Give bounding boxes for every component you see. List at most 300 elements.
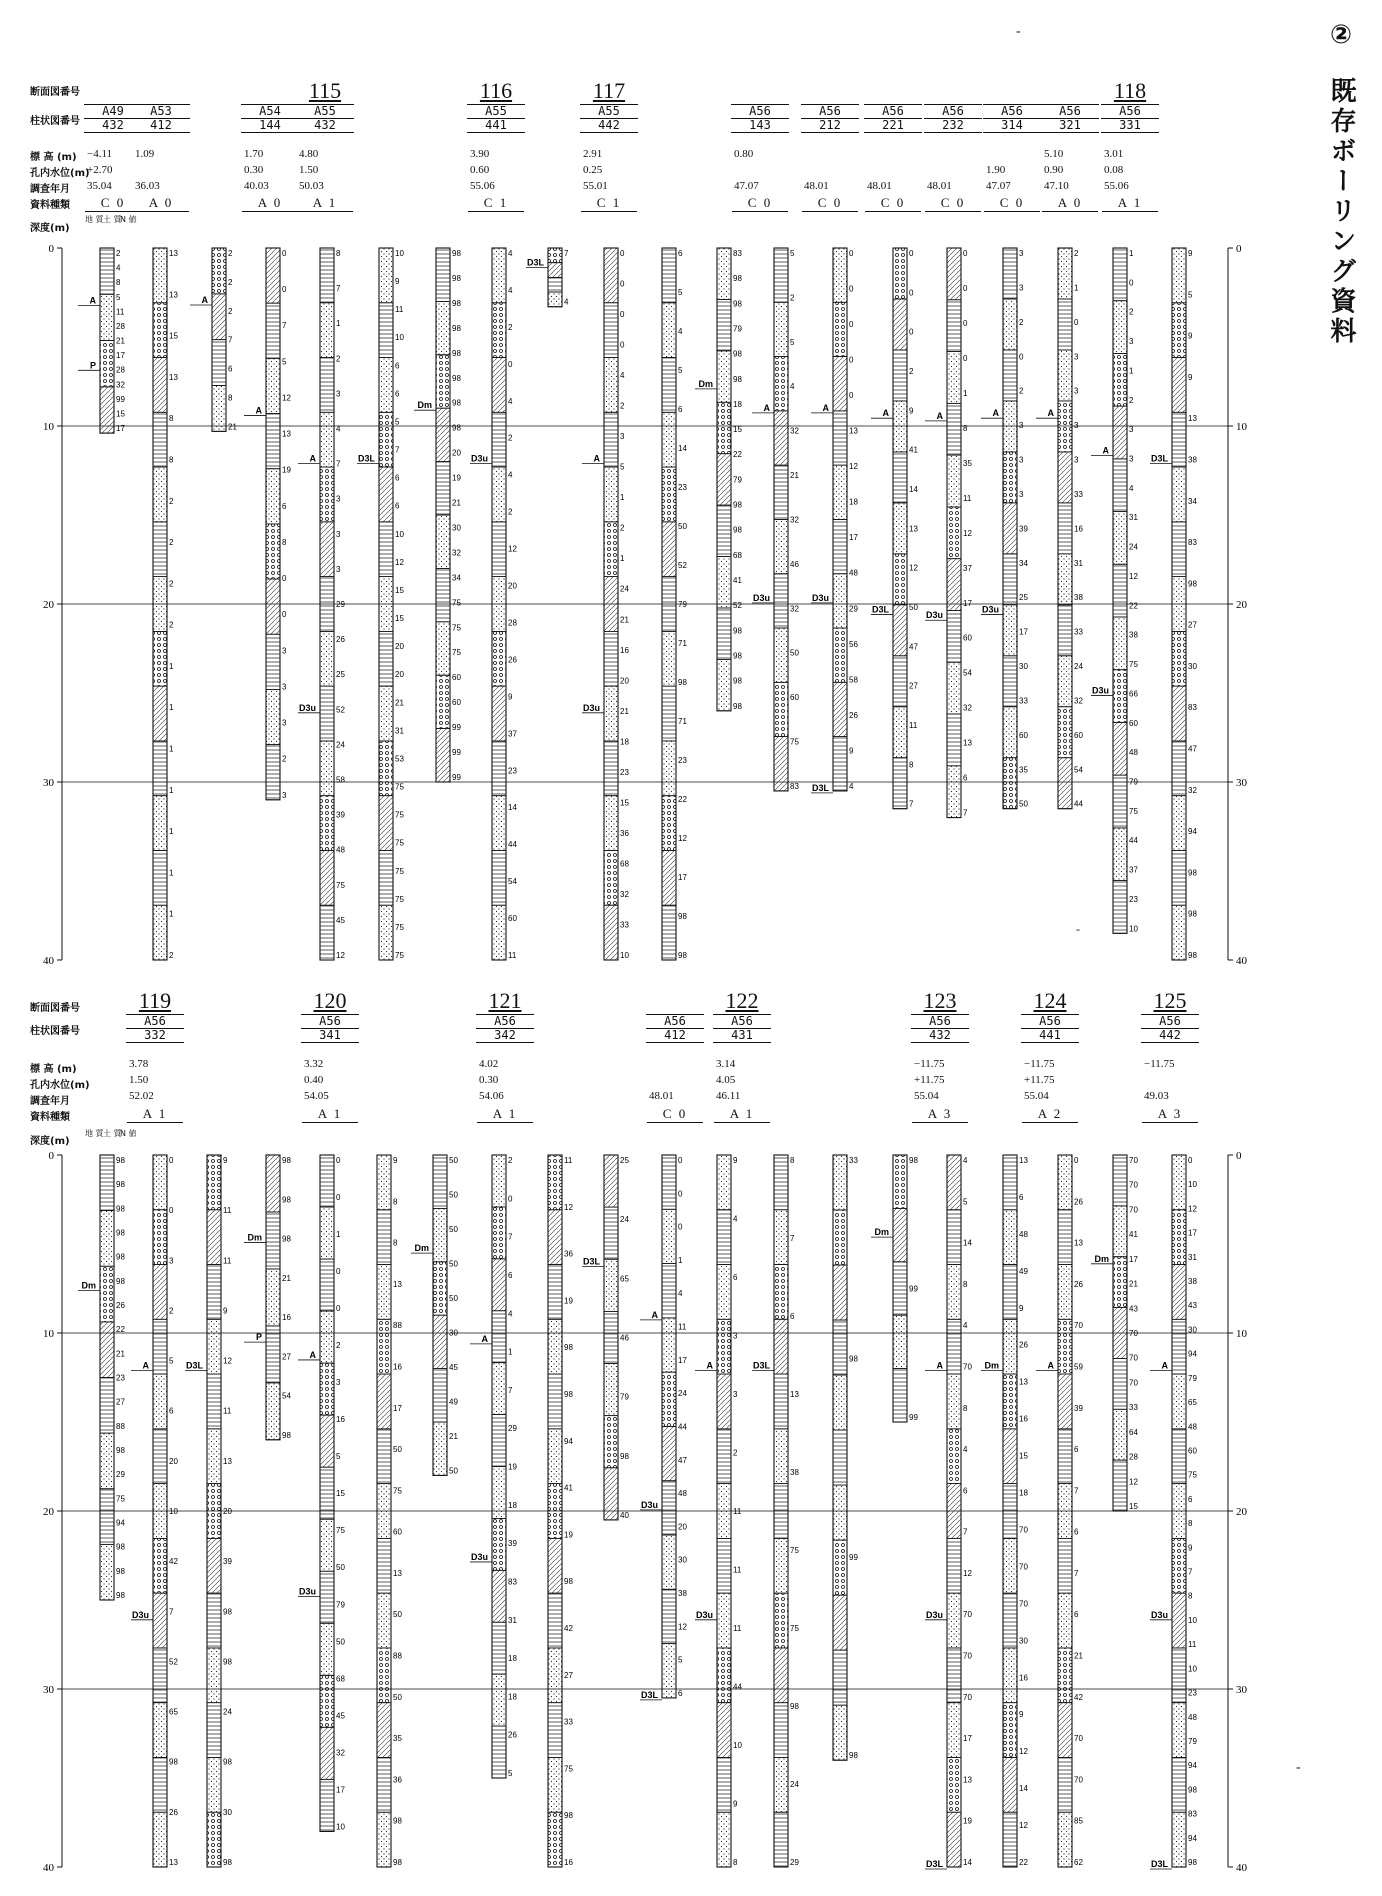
n-value-label: 3 xyxy=(282,790,287,800)
soil-layer xyxy=(1058,452,1072,503)
n-value-label: 12 xyxy=(678,834,687,843)
boring-water: 0.30 xyxy=(479,1074,499,1086)
n-value-label: 10 xyxy=(169,1507,178,1516)
boring-water: 4.05 xyxy=(716,1074,736,1086)
geologic-unit-marker: A xyxy=(1102,445,1109,456)
n-value-label: 54 xyxy=(282,1391,291,1401)
soil-layer xyxy=(1058,1648,1072,1703)
boring-id-line1: A56 xyxy=(646,1014,704,1029)
soil-layer xyxy=(662,905,676,960)
n-value-label: 44 xyxy=(508,840,517,850)
soil-layer xyxy=(604,741,618,796)
boring-date: 40.03 xyxy=(244,180,269,192)
boring-log xyxy=(244,248,291,800)
soil-layer xyxy=(717,1648,731,1703)
n-value-label: 15 xyxy=(395,614,404,624)
n-value-label: 0 xyxy=(620,279,625,289)
soil-layer xyxy=(717,1319,731,1374)
boring-id-line1: A55 xyxy=(580,104,638,119)
n-value-label: 9 xyxy=(393,1156,398,1165)
soil-layer xyxy=(833,411,847,465)
n-value-label: 8 xyxy=(790,1156,795,1165)
n-value-label: 21 xyxy=(1129,1279,1138,1289)
n-value-label: 5 xyxy=(678,1655,683,1665)
geologic-unit-marker: A xyxy=(1161,1360,1168,1371)
n-value-label: 98 xyxy=(733,500,742,510)
soil-layer xyxy=(604,248,618,303)
boring-id-line2: 441 xyxy=(1021,1029,1079,1043)
depth-tick-label-right: 40 xyxy=(1236,1862,1247,1874)
soil-layer xyxy=(1003,1155,1017,1210)
n-value-label: 2 xyxy=(169,1306,174,1316)
n-value-label: 10 xyxy=(395,249,404,258)
n-value-label: 98 xyxy=(116,1180,125,1190)
n-value-label: 22 xyxy=(1019,1858,1028,1867)
soil-layer xyxy=(377,1374,391,1429)
soil-layer xyxy=(153,1648,167,1703)
boring-water: 0.25 xyxy=(583,164,603,176)
n-value-label: 50 xyxy=(449,1259,458,1269)
n-value-label: 79 xyxy=(733,324,742,334)
n-value-label: 3 xyxy=(336,564,341,574)
soil-layer xyxy=(377,1484,391,1539)
boring-id-line1: A56 xyxy=(126,1014,184,1029)
n-value-label: 33 xyxy=(1019,696,1028,706)
n-value-label: 70 xyxy=(1019,1525,1028,1535)
soil-layer xyxy=(1058,1812,1072,1867)
n-value-label: 17 xyxy=(393,1403,402,1413)
boring-water: +11.75 xyxy=(914,1074,945,1086)
depth-tick-label-right: 20 xyxy=(1236,599,1247,611)
n-value-label: 98 xyxy=(452,323,461,333)
boring-id-line2: 442 xyxy=(580,119,638,133)
n-value-label: 1 xyxy=(336,319,341,329)
n-value-label: 75 xyxy=(790,1546,799,1555)
n-value-label: 9 xyxy=(1188,249,1193,258)
soil-layer xyxy=(1058,656,1072,707)
soil-layer xyxy=(548,1538,562,1593)
n-value-label: 0 xyxy=(678,1222,683,1232)
boring-id-line1: A54 xyxy=(241,104,299,119)
soil-layer xyxy=(379,631,393,686)
soil-layer xyxy=(947,559,961,611)
n-value-label: 5 xyxy=(395,417,400,427)
soil-layer xyxy=(266,1212,280,1269)
soil-layer xyxy=(266,524,280,579)
soil-layer xyxy=(604,577,618,632)
boring-water: +2.70 xyxy=(87,164,113,176)
n-value-label: 0 xyxy=(620,310,625,320)
n-value-label: 98 xyxy=(733,349,742,359)
soil-layer xyxy=(1113,512,1127,565)
boring-log xyxy=(414,248,461,782)
n-value-label: 98 xyxy=(223,1657,232,1667)
boring-elevation: 1.09 xyxy=(135,148,155,160)
boring-date: 55.06 xyxy=(470,180,495,192)
soil-layer xyxy=(212,386,226,432)
soil-layer xyxy=(1058,1155,1072,1210)
soil-layer xyxy=(153,1429,167,1484)
n-value-label: 52 xyxy=(733,601,742,611)
soil-layer xyxy=(774,1703,788,1758)
n-value-label: 1 xyxy=(169,661,174,671)
depth-tick-label-left: 20 xyxy=(43,1506,54,1518)
soil-layer xyxy=(1058,1593,1072,1648)
soil-layer xyxy=(379,248,393,303)
soil-layer xyxy=(379,796,393,851)
soil-layer xyxy=(492,412,506,467)
n-value-label: 98 xyxy=(564,1577,573,1587)
soil-layer xyxy=(1003,1593,1017,1648)
boring-id-line1: A56 xyxy=(1101,104,1159,119)
soil-layer xyxy=(833,357,847,411)
geologic-unit-marker: D3L xyxy=(871,604,889,615)
n-value-label: 26 xyxy=(1019,1340,1028,1350)
n-value-label: 2 xyxy=(620,523,625,533)
n-value-label: 0 xyxy=(620,249,625,258)
n-value-label: 6 xyxy=(678,249,683,258)
soil-layer xyxy=(1172,1757,1186,1812)
soil-layer xyxy=(717,299,731,350)
soil-layer xyxy=(320,467,334,522)
n-value-label: 48 xyxy=(1129,748,1138,758)
n-value-label: 98 xyxy=(1188,1858,1197,1867)
soil-layer xyxy=(774,248,788,302)
n-value-label: 98 xyxy=(849,1354,858,1364)
n-value-label: 0 xyxy=(849,355,854,365)
boring-log xyxy=(190,248,237,431)
n-value-label: 83 xyxy=(733,249,742,258)
n-value-label: 5 xyxy=(336,1452,341,1462)
survey-date-label: 調査年月 xyxy=(30,1096,70,1107)
n-value-label: 60 xyxy=(508,914,517,924)
depth-tick-label-right: 10 xyxy=(1236,421,1247,433)
n-value-label: 16 xyxy=(1074,524,1083,534)
n-value-label: 28 xyxy=(508,618,517,628)
n-value-label: 13 xyxy=(1019,1156,1028,1165)
n-value-label: 98 xyxy=(678,951,687,960)
soil-layer xyxy=(100,248,114,294)
boring-material-type: A 1 xyxy=(714,1106,770,1123)
n-value-label: 3 xyxy=(336,494,341,504)
soil-layer xyxy=(774,1429,788,1484)
stray-mark: - xyxy=(1296,1760,1301,1775)
n-value-label: 8 xyxy=(393,1197,398,1207)
depth-tick-label-left: 0 xyxy=(48,243,54,255)
soil-layer xyxy=(1058,1484,1072,1539)
n-value-label: 0 xyxy=(620,340,625,350)
n-value-label: 66 xyxy=(1129,689,1138,699)
n-value-label: 39 xyxy=(223,1557,232,1567)
soil-layer xyxy=(947,1374,961,1429)
n-value-label: 98 xyxy=(620,1451,629,1461)
soil-layer xyxy=(662,686,676,741)
n-value-label: 0 xyxy=(849,284,854,294)
depth-tick-label-right: 30 xyxy=(1236,1684,1247,1696)
n-value-label: 75 xyxy=(452,648,461,658)
boring-date: 55.04 xyxy=(1024,1090,1049,1102)
n-value-label: 19 xyxy=(508,1462,517,1472)
n-value-label: 59 xyxy=(1074,1362,1083,1372)
soil-layer xyxy=(377,1429,391,1484)
n-value-label: 4 xyxy=(963,1321,968,1331)
soil-layer xyxy=(320,1311,334,1363)
section-number: 119 xyxy=(138,988,172,1013)
depth-tick-label-left: 10 xyxy=(43,1328,54,1340)
boring-elevation: −11.75 xyxy=(1024,1058,1055,1070)
boring-elevation: 3.78 xyxy=(129,1058,149,1070)
boring-log xyxy=(78,1155,125,1600)
n-value-label: 75 xyxy=(395,866,404,876)
soil-layer xyxy=(893,1208,907,1261)
soil-layer xyxy=(893,350,907,401)
soil-layer xyxy=(320,1675,334,1727)
n-value-label: 75 xyxy=(395,810,404,820)
n-value-label: 32 xyxy=(963,703,972,713)
soil-layer xyxy=(662,303,676,358)
boring-date: 55.04 xyxy=(914,1090,939,1102)
n-value-label: 41 xyxy=(564,1483,573,1493)
n-value-label: 65 xyxy=(1188,1398,1197,1408)
n-value-label: 6 xyxy=(395,361,400,371)
boring-id-line1: A56 xyxy=(911,1014,969,1029)
soil-layer xyxy=(492,303,506,358)
soil-layer xyxy=(1172,1538,1186,1593)
geologic-unit-marker: Dm xyxy=(417,400,432,411)
n-value-label: 40 xyxy=(620,1510,629,1520)
n-value-label: 23 xyxy=(508,766,517,776)
n-value-label: 75 xyxy=(452,623,461,633)
boring-id-line1: A56 xyxy=(1021,1014,1079,1029)
soil-layer xyxy=(717,248,731,299)
boring-elevation: 4.02 xyxy=(479,1058,499,1070)
soil-layer xyxy=(662,741,676,796)
n-value-label: 15 xyxy=(1129,1502,1138,1511)
soil-layer xyxy=(548,1593,562,1648)
soil-layer xyxy=(100,294,114,340)
soil-layer xyxy=(212,248,226,294)
soil-layer xyxy=(266,469,280,524)
soil-layer xyxy=(947,455,961,507)
soil-layer xyxy=(492,1259,506,1311)
n-value-label: 17 xyxy=(1019,627,1028,637)
soil-layer xyxy=(662,1318,676,1372)
soil-layer xyxy=(100,1433,114,1489)
boring-material-type: A 0 xyxy=(133,195,189,212)
n-value-label: 3 xyxy=(1019,283,1024,293)
n-value-label: 14 xyxy=(963,1238,972,1248)
n-value-label: 17 xyxy=(1188,1228,1197,1238)
boring-log xyxy=(662,248,687,960)
n-value-label: 70 xyxy=(1129,1353,1138,1363)
n-value-label: 11 xyxy=(223,1256,232,1266)
n-value-label: 12 xyxy=(909,563,918,573)
n-value-label: 2 xyxy=(790,293,795,303)
n-value-label: 60 xyxy=(1188,1446,1197,1456)
soil-layer xyxy=(1113,775,1127,828)
n-value-label: 22 xyxy=(116,1325,125,1335)
depth-label: 深度(m) xyxy=(30,223,70,234)
n-value-label: 43 xyxy=(1188,1301,1197,1311)
soil-layer xyxy=(774,519,788,573)
boring-date: 47.07 xyxy=(734,180,759,192)
n-value-label: 94 xyxy=(1188,827,1197,837)
n-value-label: 99 xyxy=(909,1413,918,1422)
section-number: 120 xyxy=(313,988,347,1013)
n-value-label: 29 xyxy=(508,1424,517,1434)
n-value-label: 11 xyxy=(733,1565,742,1575)
n-value-label: 12 xyxy=(282,393,291,403)
n-value-label: 38 xyxy=(1074,593,1083,603)
n-value-label: 16 xyxy=(564,1858,573,1867)
soil-layer xyxy=(662,358,676,413)
n-value-label: 50 xyxy=(678,522,687,531)
geologic-unit-marker: D3L xyxy=(811,782,829,793)
soil-layer xyxy=(774,411,788,465)
n-value-label: 12 xyxy=(963,528,972,538)
soil-layer xyxy=(433,1262,447,1315)
n-value-label: 75 xyxy=(336,880,345,890)
soil-layer xyxy=(1172,467,1186,522)
n-value-label: 58 xyxy=(849,675,858,685)
n-value-label: 53 xyxy=(395,754,404,764)
n-value-label: 5 xyxy=(620,462,625,472)
soil-layer xyxy=(833,1155,847,1210)
n-value-label: 98 xyxy=(223,1858,232,1867)
n-value-label: 98 xyxy=(678,912,687,921)
n-value-label: 8 xyxy=(393,1238,398,1248)
soil-layer xyxy=(320,358,334,413)
geologic-unit-marker: A xyxy=(936,1360,943,1371)
n-value-label: 6 xyxy=(1074,1445,1079,1455)
n-value-label: 6 xyxy=(395,473,400,483)
soil-layer xyxy=(1172,358,1186,413)
n-value-label: 70 xyxy=(1074,1775,1083,1785)
n-value-label: 1 xyxy=(169,703,174,713)
n-value-label: 16 xyxy=(282,1313,291,1323)
soil-layer xyxy=(320,796,334,851)
n-value-label: 79 xyxy=(336,1600,345,1610)
soil-layer xyxy=(492,1467,506,1519)
n-value-label: 17 xyxy=(678,873,687,882)
soil-layer xyxy=(153,1484,167,1539)
n-value-label: 42 xyxy=(564,1624,573,1633)
n-value-label: 20 xyxy=(395,642,404,652)
soil-layer xyxy=(548,1757,562,1812)
n-value-label: 7 xyxy=(508,1385,513,1395)
n-value-label: 29 xyxy=(790,1858,799,1867)
soil-layer xyxy=(436,248,450,301)
soil-layer xyxy=(433,1208,447,1261)
soil-layer xyxy=(662,522,676,577)
boring-log xyxy=(981,248,1028,809)
boring-id-line2: 432 xyxy=(911,1029,969,1043)
soil-layer xyxy=(153,1538,167,1593)
soil-layer xyxy=(153,248,167,303)
n-value-label: 50 xyxy=(1019,799,1028,809)
n-value-label: 2 xyxy=(1129,307,1134,317)
soil-layer xyxy=(774,1812,788,1867)
n-value-label: 79 xyxy=(1129,777,1138,787)
n-value-label: 70 xyxy=(963,1692,972,1702)
n-value-label: 6 xyxy=(1074,1527,1079,1537)
n-value-label: 3 xyxy=(1129,454,1134,464)
n-value-label: 0 xyxy=(336,1193,341,1203)
n-value-label: 3 xyxy=(1019,455,1024,465)
n-value-label: 98 xyxy=(282,1195,291,1205)
soil-layer xyxy=(1003,503,1017,554)
boring-material-type: C 0 xyxy=(925,195,981,212)
soil-layer xyxy=(320,1155,334,1207)
n-value-label: 24 xyxy=(620,1215,629,1225)
soil-layer xyxy=(492,686,506,741)
soil-layer xyxy=(100,1378,114,1434)
boring-id-line1: A55 xyxy=(467,104,525,119)
n-value-label: 3 xyxy=(1019,421,1024,431)
boring-no-label: 柱状図番号 xyxy=(30,116,80,127)
boring-material-type: A 0 xyxy=(1042,195,1098,212)
n-value-label: 44 xyxy=(678,1422,687,1432)
n-value-label: 30 xyxy=(1019,662,1028,672)
n-value-label: 13 xyxy=(1074,1238,1083,1248)
soil-layer xyxy=(153,850,167,905)
n-value-label: 3 xyxy=(733,1331,738,1341)
n-value-label: 2 xyxy=(169,951,174,960)
soil-layer xyxy=(266,579,280,634)
soil-layer xyxy=(548,292,562,307)
boring-material-type: A 1 xyxy=(127,1106,183,1123)
n-value-label: 5 xyxy=(790,337,795,347)
soil-layer xyxy=(320,1415,334,1467)
n-value-label: 17 xyxy=(849,533,858,543)
n-value-label: 4 xyxy=(336,424,341,434)
soil-layer xyxy=(266,634,280,689)
n-value-label: 21 xyxy=(116,336,125,346)
n-value-label: 3 xyxy=(1074,352,1079,362)
boring-log xyxy=(244,1155,291,1440)
n-value-label: 21 xyxy=(228,422,237,432)
n-value-label: 13 xyxy=(849,426,858,436)
n-value-label: 24 xyxy=(1074,662,1083,672)
n-value-label: 70 xyxy=(1129,1205,1138,1215)
n-value-label: 99 xyxy=(116,394,125,404)
soil-layer xyxy=(774,1593,788,1648)
boring-material-type: C 0 xyxy=(647,1106,703,1123)
soil-layer xyxy=(893,554,907,605)
n-value-label: 2 xyxy=(508,507,513,517)
soil-layer xyxy=(266,745,280,800)
soil-layer xyxy=(1172,850,1186,905)
geologic-unit-marker: Dm xyxy=(1094,1253,1109,1264)
geologic-unit-marker: A xyxy=(481,1333,488,1344)
n-value-label: 4 xyxy=(849,781,854,791)
n-value-label: 98 xyxy=(452,398,461,408)
soil-layer xyxy=(1058,758,1072,809)
soil-layer xyxy=(774,1648,788,1703)
n-value-label: 0 xyxy=(678,1156,683,1165)
soil-layer xyxy=(893,1155,907,1208)
soil-layer xyxy=(207,1155,221,1210)
boring-date: 49.03 xyxy=(1144,1090,1169,1102)
boring-water: 1.50 xyxy=(299,164,319,176)
geologic-unit-marker: D3u xyxy=(1150,1609,1168,1620)
soil-layer xyxy=(833,465,847,519)
section-number: 115 xyxy=(308,78,342,103)
boring-material-type: A 1 xyxy=(297,195,353,212)
n-value-label: 1 xyxy=(169,827,174,837)
soil-layer xyxy=(717,1593,731,1648)
n-value-label: 98 xyxy=(564,1390,573,1399)
